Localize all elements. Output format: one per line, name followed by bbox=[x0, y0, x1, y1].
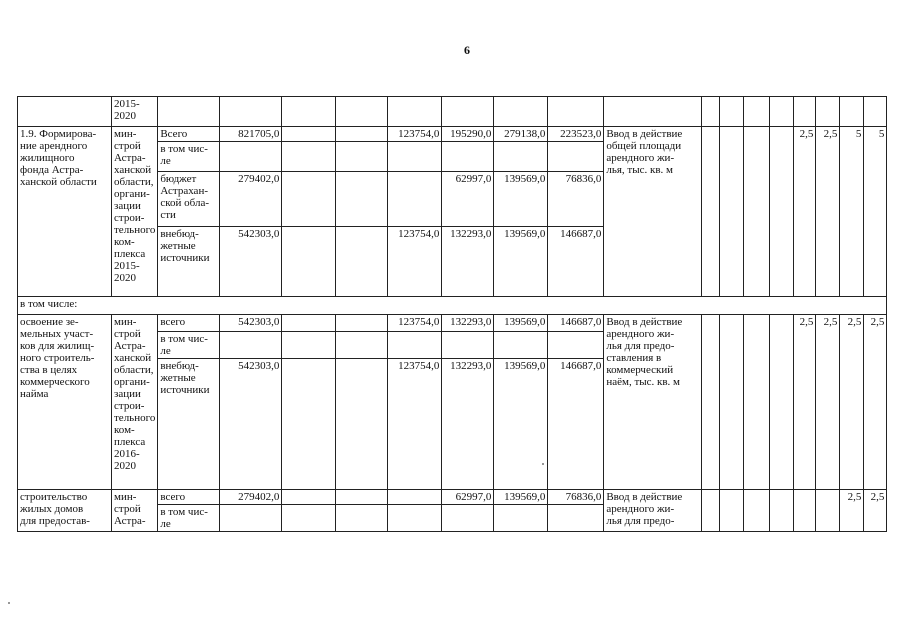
indicator-value-cell: 2,5 bbox=[816, 315, 840, 490]
total-cell: 542303,0 bbox=[220, 315, 282, 332]
value-cell bbox=[282, 490, 336, 505]
value-cell bbox=[282, 227, 336, 297]
total-cell: 821705,0 bbox=[220, 127, 282, 142]
indicator-cell: Ввод в действие общей площади арендного жи- лья, тыс. кв. м bbox=[604, 127, 702, 297]
value-cell bbox=[336, 332, 388, 359]
indicator-value-cell: 5 bbox=[840, 127, 864, 297]
total-cell: 542303,0 bbox=[220, 359, 282, 490]
indicator-cell: Ввод в действие арендного жи- лья для предо- ставления в коммерческий наём, тыс. кв. м bbox=[604, 315, 702, 490]
value-cell bbox=[282, 142, 336, 172]
name-cell bbox=[18, 97, 112, 127]
program-table bbox=[17, 96, 887, 532]
name-cell: строительство жилых домов для предостав- bbox=[18, 490, 112, 532]
source-cell: в том чис- ле bbox=[158, 505, 220, 532]
indicator-value-cell: 2,5 bbox=[840, 315, 864, 490]
indicator-value-cell: 2,5 bbox=[840, 490, 864, 532]
value-cell bbox=[336, 172, 388, 227]
value-cell bbox=[282, 315, 336, 332]
value-cell bbox=[494, 142, 548, 172]
table-row bbox=[18, 297, 887, 315]
value-cell: 139569,0 bbox=[494, 490, 548, 505]
value-cell bbox=[336, 490, 388, 505]
value-cell bbox=[548, 505, 604, 532]
value-cell: 279138,0 bbox=[494, 127, 548, 142]
total-cell: 542303,0 bbox=[220, 227, 282, 297]
value-cell: 132293,0 bbox=[442, 315, 494, 332]
indicator-value-cell bbox=[770, 315, 794, 490]
indicator-value-cell: 2,5 bbox=[794, 127, 816, 297]
source-cell: в том чис- ле bbox=[158, 332, 220, 359]
value-cell bbox=[336, 359, 388, 490]
value-cell bbox=[442, 332, 494, 359]
executor-cell: мин- строй Астра- ханской области, органи- зации строи- тельного ком- плекса 2015- 2020 bbox=[112, 127, 158, 297]
indicator-value-cell: 2,5 bbox=[864, 315, 887, 490]
value-cell: 123754,0 bbox=[388, 127, 442, 142]
indicator-value-cell bbox=[744, 127, 770, 297]
value-cell: 195290,0 bbox=[442, 127, 494, 142]
name-cell: 1.9. Формирова- ние арендного жилищного фонда Астра- ханской области bbox=[18, 127, 112, 297]
value-cell bbox=[442, 142, 494, 172]
indicator-value-cell bbox=[720, 315, 744, 490]
value-cell: 123754,0 bbox=[388, 359, 442, 490]
source-cell: всего bbox=[158, 315, 220, 332]
value-cell bbox=[336, 142, 388, 172]
value-cell bbox=[282, 359, 336, 490]
scan-speck bbox=[8, 602, 10, 604]
value-cell bbox=[388, 490, 442, 505]
source-cell: внебюд- жетные источники bbox=[158, 359, 220, 490]
value-cell bbox=[548, 332, 604, 359]
total-cell: 279402,0 bbox=[220, 172, 282, 227]
value-cell: 62997,0 bbox=[442, 172, 494, 227]
value-cell: 139569,0 bbox=[494, 172, 548, 227]
indicator-value-cell bbox=[770, 490, 794, 532]
indicator-value-cell bbox=[720, 490, 744, 532]
indicator-value-cell bbox=[702, 127, 720, 297]
value-cell bbox=[388, 142, 442, 172]
source-cell: Всего bbox=[158, 127, 220, 142]
value-cell: 146687,0 bbox=[548, 227, 604, 297]
executor-cell: мин- строй Астра- bbox=[112, 490, 158, 532]
indicator-value-cell bbox=[794, 490, 816, 532]
total-cell bbox=[220, 142, 282, 172]
value-cell: 62997,0 bbox=[442, 490, 494, 505]
indicator-value-cell: 2,5 bbox=[816, 127, 840, 297]
value-cell bbox=[282, 127, 336, 142]
value-cell bbox=[548, 142, 604, 172]
indicator-value-cell bbox=[744, 315, 770, 490]
value-cell bbox=[336, 315, 388, 332]
indicator-value-cell bbox=[720, 127, 744, 297]
value-cell bbox=[282, 172, 336, 227]
name-cell: освоение зе- мельных участ- ков для жилищ- ного строитель- ства в целях коммерческого найма bbox=[18, 315, 112, 490]
source-cell: в том чис- ле bbox=[158, 142, 220, 172]
executor-cell: 2015- 2020 bbox=[112, 97, 158, 127]
value-cell: 146687,0 bbox=[548, 315, 604, 332]
total-cell: 279402,0 bbox=[220, 490, 282, 505]
source-cell: бюджет Астрахан- ской обла- сти bbox=[158, 172, 220, 227]
source-cell: всего bbox=[158, 490, 220, 505]
table-row bbox=[18, 127, 887, 142]
total-cell bbox=[220, 505, 282, 532]
value-cell bbox=[388, 505, 442, 532]
value-cell bbox=[494, 505, 548, 532]
value-cell: 146687,0 bbox=[548, 359, 604, 490]
executor-cell: мин- строй Астра- ханской области, органи- зации строи- тельного ком- плекса 2016- 2020 bbox=[112, 315, 158, 490]
value-cell bbox=[336, 127, 388, 142]
table-row bbox=[18, 490, 887, 505]
indicator-value-cell: 2,5 bbox=[794, 315, 816, 490]
total-cell bbox=[220, 332, 282, 359]
value-cell bbox=[336, 505, 388, 532]
value-cell: 132293,0 bbox=[442, 359, 494, 490]
value-cell: 132293,0 bbox=[442, 227, 494, 297]
value-cell bbox=[282, 332, 336, 359]
value-cell bbox=[282, 505, 336, 532]
value-cell: 123754,0 bbox=[388, 315, 442, 332]
indicator-value-cell bbox=[816, 490, 840, 532]
indicator-value-cell bbox=[744, 490, 770, 532]
value-cell bbox=[442, 505, 494, 532]
indicator-value-cell bbox=[702, 315, 720, 490]
value-cell: 76836,0 bbox=[548, 172, 604, 227]
value-cell bbox=[388, 332, 442, 359]
value-cell: 139569,0 bbox=[494, 359, 548, 490]
value-cell: 139569,0 bbox=[494, 315, 548, 332]
source-cell: внебюд- жетные источники bbox=[158, 227, 220, 297]
value-cell bbox=[336, 227, 388, 297]
value-cell bbox=[388, 172, 442, 227]
indicator-value-cell: 2,5 bbox=[864, 490, 887, 532]
value-cell: 139569,0 bbox=[494, 227, 548, 297]
indicator-value-cell bbox=[702, 490, 720, 532]
table-row bbox=[18, 315, 887, 332]
section-label: в том числе: bbox=[18, 297, 887, 315]
table-row bbox=[18, 97, 887, 127]
value-cell: 223523,0 bbox=[548, 127, 604, 142]
value-cell: 123754,0 bbox=[388, 227, 442, 297]
scan-speck bbox=[542, 463, 544, 465]
indicator-cell: Ввод в действие арендного жи- лья для предо- bbox=[604, 490, 702, 532]
page-number: 6 bbox=[464, 43, 470, 57]
value-cell: 76836,0 bbox=[548, 490, 604, 505]
indicator-value-cell bbox=[770, 127, 794, 297]
indicator-value-cell: 5 bbox=[864, 127, 887, 297]
value-cell bbox=[494, 332, 548, 359]
